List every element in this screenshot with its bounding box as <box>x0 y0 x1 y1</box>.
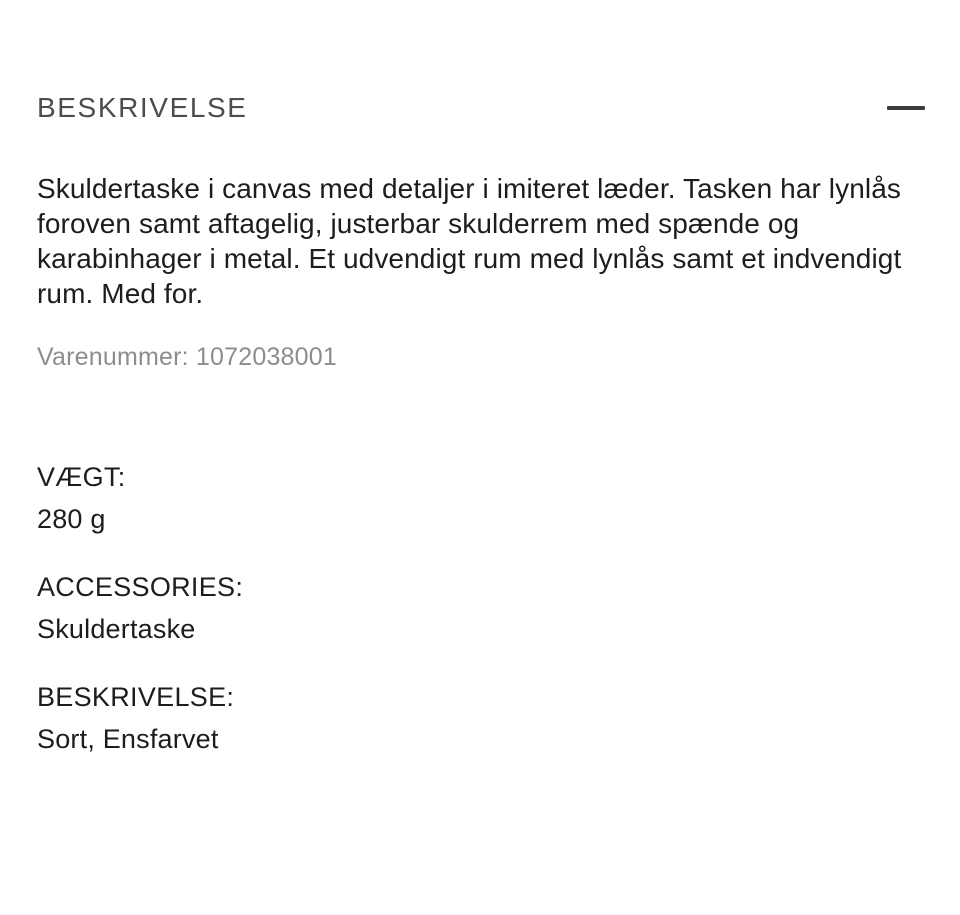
spec-item-weight <box>37 460 927 536</box>
minus-icon[interactable] <box>887 106 925 110</box>
product-description-text: Skuldertaske i canvas med detaljer i imiteret læder. Tasken har lynlås foroven samt aftagelig, justerbar skulderrem med spænde og karabinhager i metal. Et udvendigt rum med lynlås samt et indvendigt rum. Med for. <box>37 173 902 309</box>
section-title: BESKRIVELSE <box>37 92 248 123</box>
spec-list <box>37 460 927 756</box>
spec-item-accessories <box>37 570 927 646</box>
spec-value-accessories: Skuldertaske <box>37 614 196 644</box>
spec-label-accessories: ACCESSORIES: <box>37 572 244 602</box>
spec-item-description <box>37 680 927 756</box>
spec-label-weight: VÆGT: <box>37 462 126 492</box>
item-number: Varenummer: 1072038001 <box>37 343 337 371</box>
spec-value-description: Sort, Ensfarvet <box>37 724 219 754</box>
spec-label-description: BESKRIVELSE: <box>37 682 235 712</box>
spec-value-weight: 280 g <box>37 504 106 534</box>
accordion-header-beskrivelse[interactable] <box>37 94 927 122</box>
